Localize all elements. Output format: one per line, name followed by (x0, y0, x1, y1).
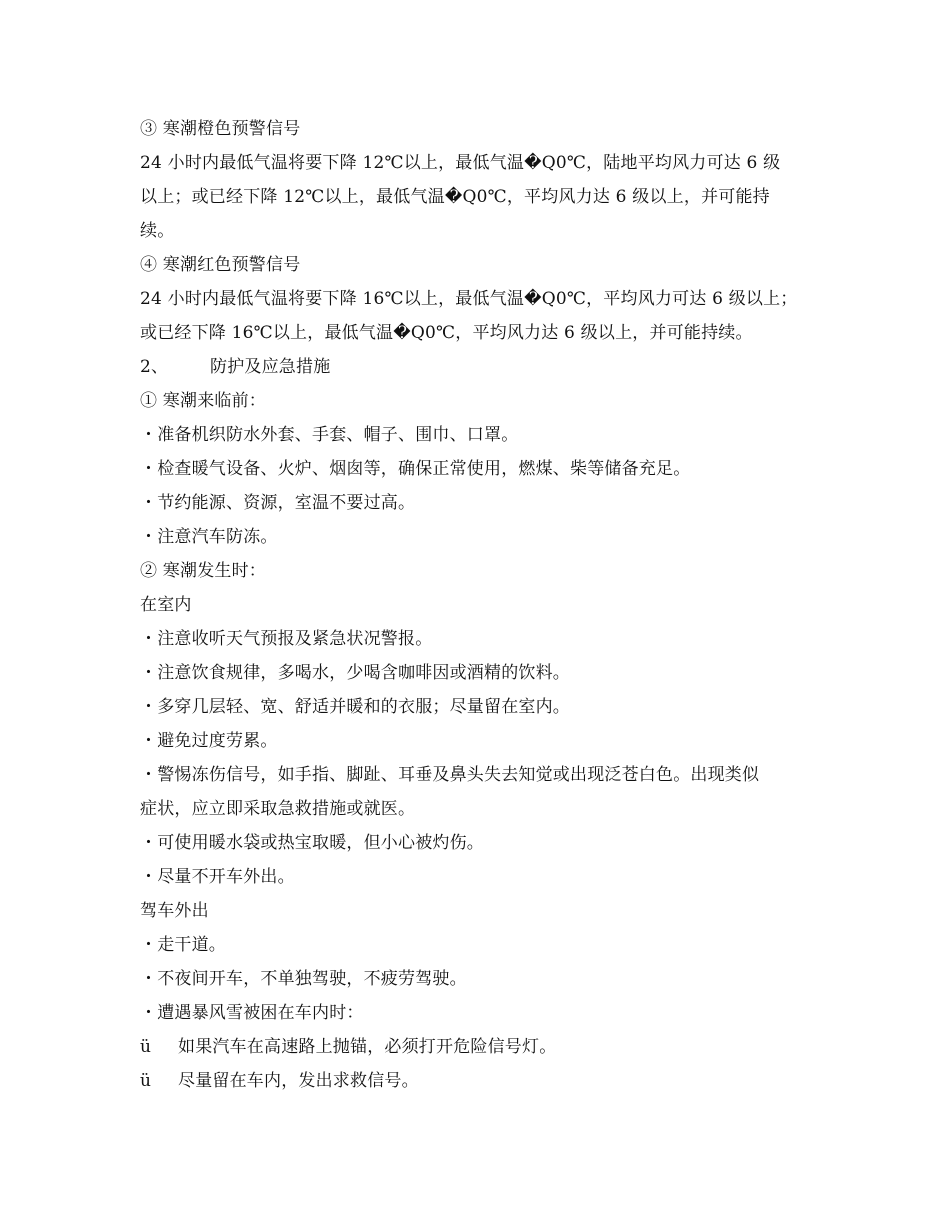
list-item: ・注意收听天气预报及紧急状况警报。 (140, 629, 433, 649)
paragraph-line: 续。 (140, 221, 175, 241)
document-body (140, 112, 820, 1098)
list-item: ・尽量不开车外出。 (140, 867, 295, 887)
list-item: ・可使用暖水袋或热宝取暖，但小心被灼伤。 (140, 833, 484, 853)
section-heading (140, 350, 820, 384)
paragraph-line: 以上；或已经下降 12℃以上，最低气温�Q0℃，平均风力达 6 级以上，并可能持 (140, 187, 770, 207)
list-item: ・注意饮食规律，多喝水，少喝含咖啡因或酒精的饮料。 (140, 663, 570, 683)
paragraph-line: 24 小时内最低气温将要下降 12℃以上，最低气温�Q0℃，陆地平均风力可达 6 级 (140, 153, 781, 173)
sub-list-item (140, 1064, 820, 1098)
red-warning-heading: ④ 寒潮红色预警信号 (140, 255, 301, 275)
check-bullet-icon: ü (140, 1071, 152, 1091)
list-item-continuation: 症状，应立即采取急救措施或就医。 (140, 799, 416, 819)
list-item: ・避免过度劳累。 (140, 731, 278, 751)
paragraph-line: 24 小时内最低气温将要下降 16℃以上，最低气温�Q0℃，平均风力可达 6 级以上； (140, 289, 798, 309)
list-item: ・注意汽车防冻。 (140, 527, 278, 547)
list-item: ・走干道。 (140, 935, 226, 955)
subheading: ② 寒潮发生时： (140, 561, 267, 581)
paragraph-line: 或已经下降 16℃以上，最低气温�Q0℃，平均风力达 6 级以上，并可能持续。 (140, 323, 753, 343)
list-item: ・节约能源、资源，室温不要过高。 (140, 493, 416, 513)
list-item: ・警惕冻伤信号，如手指、脚趾、耳垂及鼻头失去知觉或出现泛苍白色。出现类似 (140, 765, 760, 785)
list-item: ・不夜间开车，不单独驾驶，不疲劳驾驶。 (140, 969, 467, 989)
group-label: 驾车外出 (140, 901, 209, 921)
list-item: ・遭遇暴风雪被困在车内时： (140, 1003, 364, 1023)
subheading: ① 寒潮来临前： (140, 391, 267, 411)
sub-list-item-text: 如果汽车在高速路上抛锚，必须打开危险信号灯。 (178, 1037, 557, 1057)
list-item: ・检查暖气设备、火炉、烟囱等，确保正常使用，燃煤、柴等储备充足。 (140, 459, 691, 479)
section-title: 防护及应急措施 (210, 357, 331, 377)
sub-list-item (140, 1030, 820, 1064)
orange-warning-heading: ③ 寒潮橙色预警信号 (140, 119, 301, 139)
list-item: ・多穿几层轻、宽、舒适并暖和的衣服；尽量留在室内。 (140, 697, 570, 717)
check-bullet-icon: ü (140, 1037, 152, 1057)
list-item: ・准备机织防水外套、手套、帽子、围巾、口罩。 (140, 425, 519, 445)
group-label: 在室内 (140, 595, 192, 615)
sub-list-item-text: 尽量留在车内，发出求救信号。 (178, 1071, 419, 1091)
section-number: 2、 (140, 357, 169, 377)
